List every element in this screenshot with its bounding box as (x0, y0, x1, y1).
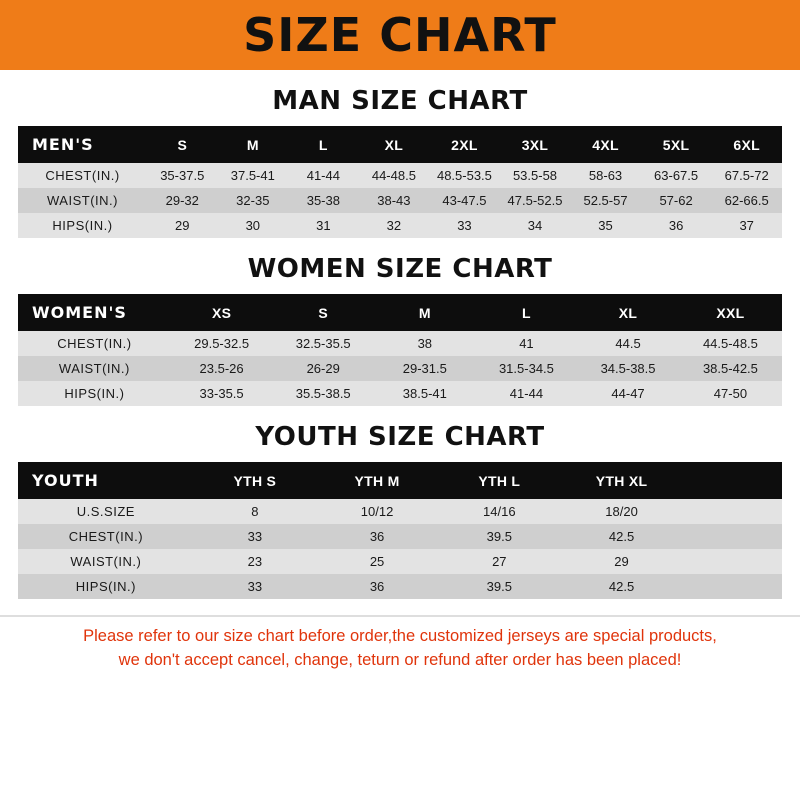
column-header: MEN'S (18, 126, 147, 163)
table-cell: 35-37.5 (147, 163, 218, 188)
table-cell: 62-66.5 (711, 188, 782, 213)
table-cell: 32-35 (218, 188, 289, 213)
row-label: WAIST(IN.) (18, 549, 194, 574)
column-header: XXL (679, 294, 782, 331)
table-cell: 44-47 (577, 381, 679, 406)
column-header: 6XL (711, 126, 782, 163)
table-cell: 44-48.5 (359, 163, 430, 188)
table-cell: 32.5-35.5 (272, 331, 374, 356)
table-row (18, 499, 782, 524)
column-header: 5XL (641, 126, 712, 163)
table-cell: 35-38 (288, 188, 359, 213)
table-man (18, 126, 782, 238)
row-label: U.S.SIZE (18, 499, 194, 524)
footer-note-line2: we don't accept cancel, change, teturn or refund after order has been placed! (118, 650, 682, 669)
table-cell: 30 (218, 213, 289, 238)
table-cell: 38 (374, 331, 476, 356)
section-man (0, 86, 800, 238)
table-cell: 38-43 (359, 188, 430, 213)
table-cell-filler (683, 524, 782, 549)
table-row (18, 356, 782, 381)
table-cell: 18/20 (560, 499, 682, 524)
row-label: CHEST(IN.) (18, 524, 194, 549)
table-row (18, 213, 782, 238)
table-cell: 37 (711, 213, 782, 238)
column-header: L (288, 126, 359, 163)
table-cell: 38.5-42.5 (679, 356, 782, 381)
column-header: YTH XL (560, 462, 682, 499)
table-cell: 8 (194, 499, 316, 524)
table-header-row (18, 126, 782, 163)
table-cell: 44.5-48.5 (679, 331, 782, 356)
table-row (18, 188, 782, 213)
table-cell: 36 (316, 574, 438, 599)
table-row (18, 331, 782, 356)
table-cell: 25 (316, 549, 438, 574)
table-row (18, 524, 782, 549)
column-header: YTH L (438, 462, 560, 499)
table-cell: 39.5 (438, 524, 560, 549)
footer-note-line1: Please refer to our size chart before order,the customized jerseys are special products, (83, 627, 717, 645)
table-cell: 39.5 (438, 574, 560, 599)
table-cell: 23.5-26 (171, 356, 273, 381)
table-cell: 33 (194, 574, 316, 599)
table-row (18, 381, 782, 406)
column-header: XL (577, 294, 679, 331)
table-women (18, 294, 782, 406)
banner-right-block (738, 0, 800, 70)
table-cell: 32 (359, 213, 430, 238)
table-cell: 44.5 (577, 331, 679, 356)
table-cell: 53.5-58 (500, 163, 571, 188)
table-cell: 23 (194, 549, 316, 574)
table-cell: 67.5-72 (711, 163, 782, 188)
column-header: WOMEN'S (18, 294, 171, 331)
table-cell-filler (683, 549, 782, 574)
column-header: YTH S (194, 462, 316, 499)
row-label: HIPS(IN.) (18, 213, 147, 238)
table-cell: 41-44 (288, 163, 359, 188)
header-banner (0, 0, 800, 70)
table-cell: 47-50 (679, 381, 782, 406)
table-cell: 27 (438, 549, 560, 574)
row-label: CHEST(IN.) (18, 331, 171, 356)
column-header: 4XL (570, 126, 641, 163)
column-header: M (218, 126, 289, 163)
table-cell: 42.5 (560, 524, 682, 549)
banner-center-block (62, 0, 738, 70)
table-cell: 57-62 (641, 188, 712, 213)
column-header: XS (171, 294, 273, 331)
table-cell: 34.5-38.5 (577, 356, 679, 381)
table-cell: 29 (147, 213, 218, 238)
table-cell: 36 (641, 213, 712, 238)
row-label: CHEST(IN.) (18, 163, 147, 188)
table-cell-filler (683, 499, 782, 524)
table-cell: 29.5-32.5 (171, 331, 273, 356)
table-cell: 29-32 (147, 188, 218, 213)
column-header: XL (359, 126, 430, 163)
table-cell: 34 (500, 213, 571, 238)
row-label: HIPS(IN.) (18, 381, 171, 406)
table-cell: 52.5-57 (570, 188, 641, 213)
column-header: 3XL (500, 126, 571, 163)
table-cell: 29 (560, 549, 682, 574)
row-label: WAIST(IN.) (18, 356, 171, 381)
table-cell: 10/12 (316, 499, 438, 524)
table-row (18, 549, 782, 574)
table-cell: 41 (476, 331, 578, 356)
table-cell: 35.5-38.5 (272, 381, 374, 406)
section-title-women: WOMEN SIZE CHART (247, 254, 553, 284)
table-cell: 47.5-52.5 (500, 188, 571, 213)
table-cell: 36 (316, 524, 438, 549)
banner-left-block (0, 0, 62, 70)
table-cell: 33 (429, 213, 500, 238)
row-label: WAIST(IN.) (18, 188, 147, 213)
table-cell: 42.5 (560, 574, 682, 599)
section-title-man: MAN SIZE CHART (272, 86, 528, 116)
table-cell: 35 (570, 213, 641, 238)
table-cell: 29-31.5 (374, 356, 476, 381)
page-title: SIZE CHART (243, 8, 557, 62)
table-cell: 48.5-53.5 (429, 163, 500, 188)
table-cell-filler (683, 574, 782, 599)
column-header: YOUTH (18, 462, 194, 499)
column-header: 2XL (429, 126, 500, 163)
table-cell: 33-35.5 (171, 381, 273, 406)
section-youth (0, 422, 800, 599)
column-header: S (147, 126, 218, 163)
table-row (18, 163, 782, 188)
column-header-filler (683, 462, 782, 499)
table-cell: 38.5-41 (374, 381, 476, 406)
section-women (0, 254, 800, 406)
table-header-row (18, 294, 782, 331)
table-cell: 14/16 (438, 499, 560, 524)
table-cell: 26-29 (272, 356, 374, 381)
table-cell: 33 (194, 524, 316, 549)
table-youth (18, 462, 782, 599)
table-row (18, 574, 782, 599)
table-cell: 41-44 (476, 381, 578, 406)
column-header: S (272, 294, 374, 331)
table-cell: 31.5-34.5 (476, 356, 578, 381)
table-cell: 43-47.5 (429, 188, 500, 213)
table-cell: 58-63 (570, 163, 641, 188)
column-header: L (476, 294, 578, 331)
column-header: M (374, 294, 476, 331)
table-cell: 37.5-41 (218, 163, 289, 188)
column-header: YTH M (316, 462, 438, 499)
table-cell: 63-67.5 (641, 163, 712, 188)
row-label: HIPS(IN.) (18, 574, 194, 599)
footer-note (0, 615, 800, 673)
section-title-youth: YOUTH SIZE CHART (255, 422, 545, 452)
table-header-row (18, 462, 782, 499)
table-cell: 31 (288, 213, 359, 238)
